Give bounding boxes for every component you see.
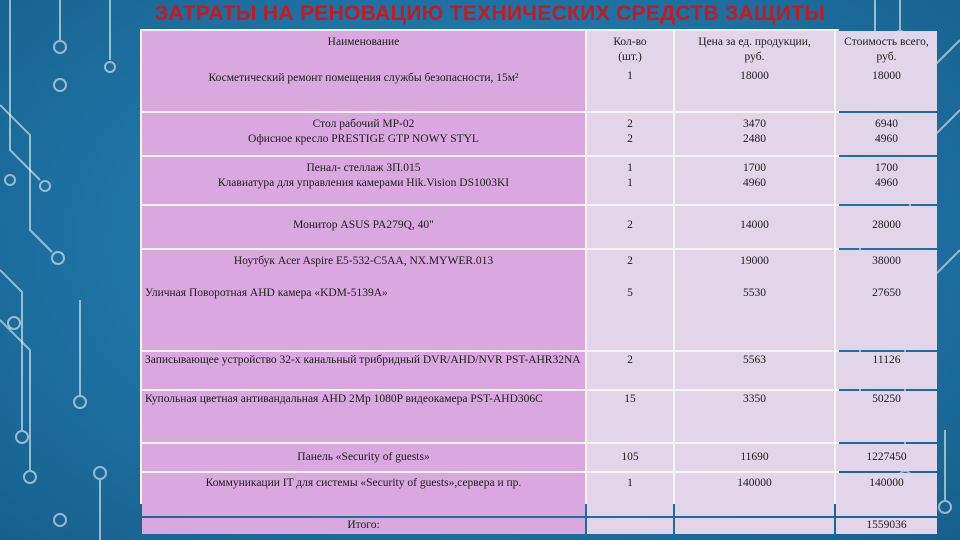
row-3-price: 1700 bbox=[743, 162, 766, 174]
row-11-qty: 1 bbox=[627, 477, 633, 489]
row-8-name: Записывающее устройство 32-х канальный трибридный DVR/AHD/NVR PST-AHR32NA bbox=[145, 354, 581, 366]
row-4-qty: 1 bbox=[627, 177, 633, 189]
table-cell bbox=[675, 444, 834, 471]
table-cell bbox=[142, 206, 585, 248]
row-6-qty: 2 bbox=[627, 255, 633, 267]
row-0-price: 18000 bbox=[740, 70, 769, 82]
table-cell bbox=[587, 206, 673, 248]
row-0-qty: 1 bbox=[627, 70, 633, 82]
table-cell bbox=[675, 113, 834, 155]
row-10-name: Панель «Security of guests» bbox=[297, 451, 430, 463]
table-cell bbox=[587, 157, 673, 204]
row-3-total: 1700 bbox=[875, 162, 898, 174]
row-2-total: 4960 bbox=[875, 133, 898, 145]
row-4-price: 4960 bbox=[743, 177, 766, 189]
table-cell bbox=[836, 113, 937, 155]
row-2-qty: 2 bbox=[627, 133, 633, 145]
table-cell bbox=[836, 444, 937, 471]
row-1-name: Стол рабочий МР-02 bbox=[312, 118, 415, 130]
row-1-price: 3470 bbox=[743, 118, 766, 130]
row-4-name: Клавиатура для управления камерами Hik.Vision DS1003KI bbox=[217, 177, 510, 189]
row-6-name: Ноутбук Acer Aspire E5-532-C5AA, NX.MYWER.013 bbox=[233, 255, 494, 267]
table-cell bbox=[836, 518, 937, 534]
table-cell bbox=[675, 157, 834, 204]
header-name: Наименование bbox=[327, 36, 400, 48]
table-cell bbox=[836, 391, 937, 442]
row-11-price: 140000 bbox=[737, 477, 772, 489]
row-3-qty: 1 bbox=[627, 162, 633, 174]
table-cell bbox=[142, 250, 585, 350]
table-cell bbox=[675, 473, 834, 516]
row-8-qty: 2 bbox=[627, 354, 633, 366]
row-2-name: Офисное кресло PRESTIGE GTP NOWY STYL bbox=[248, 133, 479, 145]
row-5-name: Монитор ASUS PA279Q, 40" bbox=[293, 219, 434, 231]
row-8-price: 5563 bbox=[743, 354, 766, 366]
row-5-total: 28000 bbox=[872, 219, 901, 231]
table-cell bbox=[675, 352, 834, 389]
table-cell bbox=[142, 473, 585, 516]
table-cell bbox=[142, 31, 585, 111]
table-cell bbox=[587, 113, 673, 155]
row-7-name: Уличная Поворотная AHD камера «KDM-5139A» bbox=[145, 287, 388, 299]
table-cell bbox=[142, 157, 585, 204]
table-cell bbox=[675, 518, 834, 534]
table-cell bbox=[587, 31, 673, 111]
table-cell bbox=[836, 473, 937, 516]
row-6-total: 38000 bbox=[872, 255, 901, 267]
row-9-name: Купольная цветная антивандальная AHD 2Mp 1080P видеокамера PST-AHD306C bbox=[145, 393, 543, 405]
table-cell bbox=[587, 250, 673, 350]
header-qty: Кол-во (шт.) bbox=[613, 36, 647, 63]
row-7-price: 5530 bbox=[743, 287, 766, 299]
row-9-qty: 15 bbox=[624, 393, 636, 405]
table-cell bbox=[675, 391, 834, 442]
row-2-price: 2480 bbox=[743, 133, 766, 145]
row-8-total: 11126 bbox=[872, 354, 901, 366]
row-1-qty: 2 bbox=[627, 118, 633, 130]
table-cell bbox=[587, 444, 673, 471]
row-7-total: 27650 bbox=[872, 287, 901, 299]
footer-label: Итого: bbox=[347, 519, 380, 531]
row-4-total: 4960 bbox=[875, 177, 898, 189]
header-total: Стоимость всего, руб. bbox=[844, 36, 929, 63]
row-0-name: Косметический ремонт помещения службы безопасности, 15м² bbox=[208, 72, 519, 84]
cost-table-grid bbox=[140, 29, 929, 531]
row-3-name: Пенал- стеллаж ЗП.015 bbox=[306, 162, 421, 174]
row-1-total: 6940 bbox=[875, 118, 898, 130]
table-cell bbox=[836, 352, 937, 389]
footer-total: 1559036 bbox=[866, 519, 907, 531]
table-cell bbox=[675, 250, 834, 350]
row-5-qty: 2 bbox=[627, 219, 633, 231]
table-cell bbox=[836, 31, 937, 111]
row-9-price: 3350 bbox=[743, 393, 766, 405]
row-6-price: 19000 bbox=[740, 255, 769, 267]
table-cell bbox=[587, 518, 673, 534]
table-cell bbox=[675, 206, 834, 248]
table-cell bbox=[836, 157, 937, 204]
header-price: Цена за ед. продукции, руб. bbox=[698, 36, 811, 63]
table-cell bbox=[142, 444, 585, 471]
table-cell bbox=[587, 473, 673, 516]
row-5-price: 14000 bbox=[740, 219, 769, 231]
table-cell bbox=[836, 250, 937, 350]
row-11-name: Коммуникации IT для системы «Security of guests»,сервера и пр. bbox=[205, 477, 522, 489]
table-cell bbox=[587, 391, 673, 442]
row-7-qty: 5 bbox=[627, 287, 633, 299]
table-cell bbox=[675, 31, 834, 111]
table-cell bbox=[836, 206, 937, 248]
row-10-price: 11690 bbox=[740, 451, 769, 463]
row-0-total: 18000 bbox=[872, 70, 901, 82]
table-cell bbox=[142, 113, 585, 155]
table-cell bbox=[142, 391, 585, 442]
table-cell bbox=[587, 352, 673, 389]
table-cell bbox=[142, 518, 585, 534]
row-10-qty: 105 bbox=[621, 451, 639, 463]
row-11-total: 140000 bbox=[869, 477, 904, 489]
row-9-total: 50250 bbox=[872, 393, 901, 405]
slide-title: ЗАТРАТЫ НА РЕНОВАЦИЮ ТЕХНИЧЕСКИХ СРЕДСТВ ЗАЩИТЫ bbox=[154, 2, 826, 25]
row-10-total: 1227450 bbox=[866, 451, 907, 463]
table-cell bbox=[142, 352, 585, 389]
